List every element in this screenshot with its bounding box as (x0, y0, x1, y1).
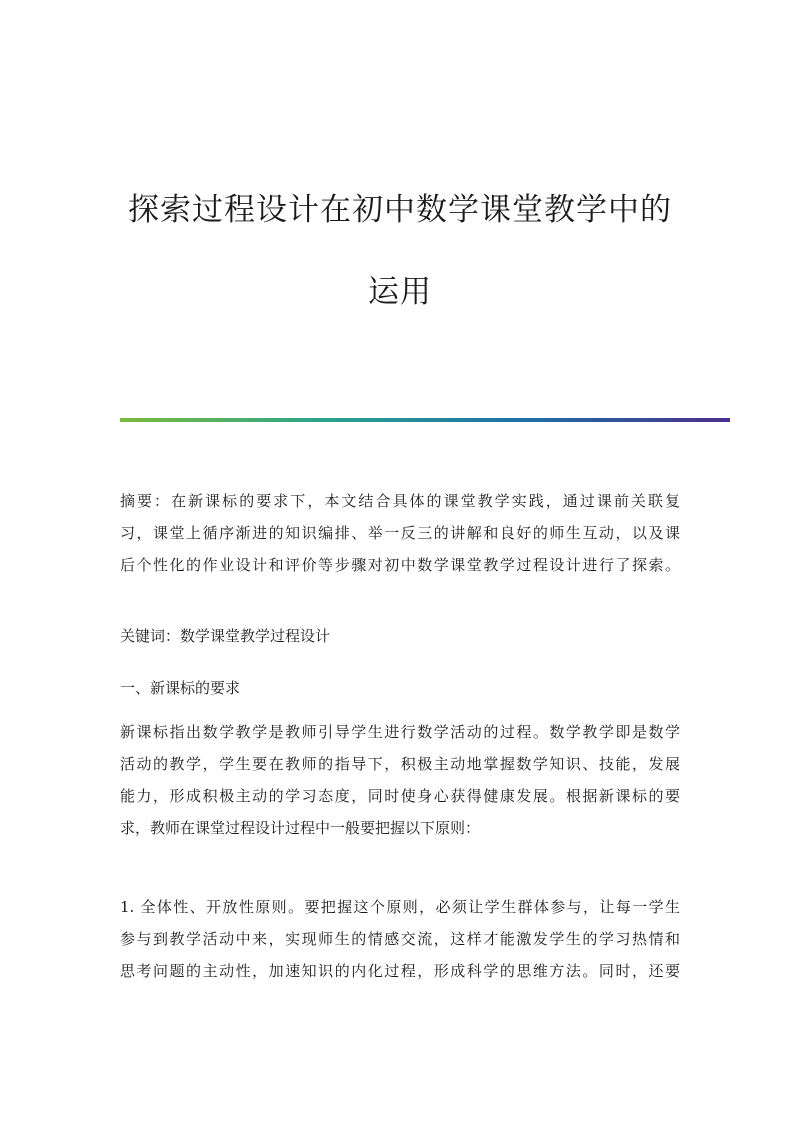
keywords-line: 关键词：数学课堂教学过程设计 (120, 627, 331, 645)
paragraph-line: 参与到教学活动中来，实现师生的情感交流，这样才能激发学生的学习热情和 (120, 930, 680, 948)
paragraph-line: 能力，形成积极主动的学习态度，同时使身心获得健康发展。根据新课标的要 (120, 787, 680, 805)
title-divider (120, 418, 730, 422)
document-title-line-2: 运用 (368, 274, 432, 310)
paragraph-line: 思考问题的主动性，加速知识的内化过程，形成科学的思维方法。同时，还要 (120, 962, 680, 980)
principle-1-paragraph (120, 891, 680, 987)
paragraph-line: 1. 全体性、开放性原则。要把握这个原则，必须让学生群体参与，让每一学生 (120, 898, 680, 916)
abstract-line: 后个性化的作业设计和评价等步骤对初中数学课堂教学过程设计进行了探索。 (120, 556, 680, 574)
paragraph-line: 活动的教学，学生要在教师的指导下，积极主动地掌握数学知识、技能，发展 (120, 755, 680, 773)
section-paragraph (120, 716, 680, 844)
abstract-paragraph (120, 485, 680, 581)
abstract-line: 习，课堂上循序渐进的知识编排、举一反三的讲解和良好的师生互动，以及课 (120, 524, 680, 542)
abstract-line: 摘要：在新课标的要求下，本文结合具体的课堂教学实践，通过课前关联复 (120, 492, 680, 510)
section-heading: 一、新课标的要求 (120, 679, 241, 697)
paragraph-line: 新课标指出数学教学是教师引导学生进行数学活动的过程。数学教学即是数学 (120, 723, 680, 741)
document-title-line-1: 探索过程设计在初中数学课堂教学中的 (128, 192, 672, 228)
paragraph-line: 求，教师在课堂过程设计过程中一般要把握以下原则： (120, 819, 481, 837)
